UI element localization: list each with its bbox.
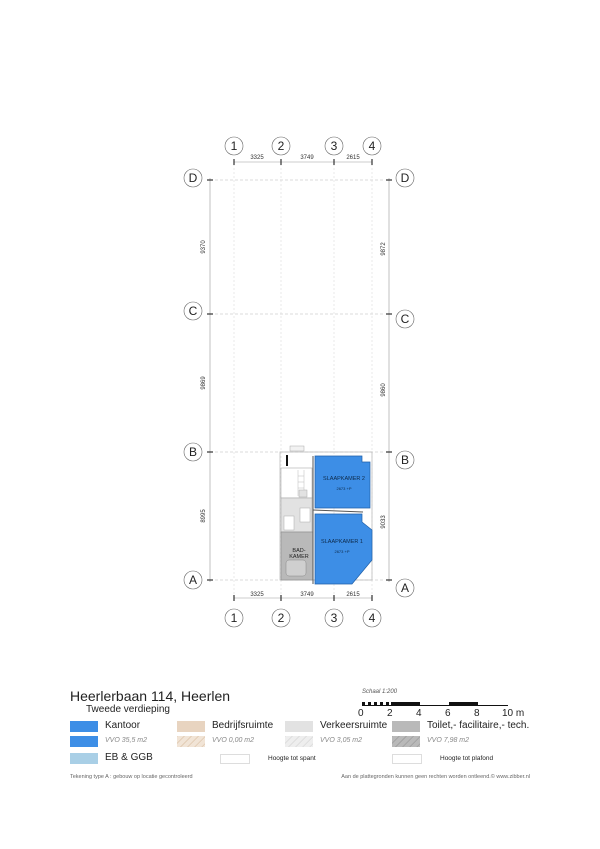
grid-col-2-bottom: 2 [277, 611, 285, 625]
legend-label-plafond: Hoogte tot plafond [440, 755, 494, 762]
grid-bubbles-bottom [225, 609, 381, 627]
scale-tick-4: 4 [416, 708, 422, 719]
dim-top-2: 3749 [300, 155, 314, 161]
dim-top-3: 2615 [346, 155, 360, 161]
scale-tick-8: 8 [474, 708, 480, 719]
bathroom-label-1: BAD- [292, 548, 306, 554]
legend-swatch-toilet [392, 721, 420, 732]
grid-col-1-bottom: 1 [230, 611, 238, 625]
legend-label-spant: Hoogte tot spant [268, 755, 316, 762]
legend-label-toilet: Toilet,- facilitaire,- tech. [427, 720, 530, 731]
dim-left-2: 9869 [201, 376, 207, 390]
grid-col-3-bottom: 3 [330, 611, 338, 625]
apartment [280, 446, 372, 584]
scale-bar [362, 702, 508, 708]
legend-swatch-verkeersruimte-vvo [285, 736, 313, 747]
legend-box-plafond [392, 754, 422, 764]
grid-col-4-bottom: 4 [368, 611, 376, 625]
bathroom-label-2: KAMER [289, 554, 309, 560]
dim-bottom-2: 3749 [300, 592, 314, 598]
scale-tick-2: 2 [387, 708, 393, 719]
grid-row-c-left: C [188, 304, 198, 318]
address-title: Heerlerbaan 114, Heerlen [70, 688, 231, 704]
legend-sub-kantoor: VVO 35,5 m2 [105, 737, 148, 744]
dim-right-1: 9872 [381, 242, 387, 256]
floor-subtitle: Tweede verdieping [86, 704, 170, 715]
legend-label-kantoor: Kantoor [105, 720, 141, 731]
footer-disclaimer: Aan de plattegronden kunnen geen rechten worden ontleend.© www.zibber.nl [341, 774, 530, 780]
grid-row-b-right: B [400, 453, 410, 467]
grid-row-b-left: B [188, 445, 198, 459]
legend-box-spant [220, 754, 250, 764]
bedroom-2 [315, 456, 370, 508]
legend-label-eb-ggb: EB & GGB [105, 752, 153, 763]
dim-left-3: 8995 [201, 509, 207, 523]
bedroom-1-label: SLAAPKAMER 1 [321, 539, 363, 545]
legend-sub-bedrijfsruimte: VVO 0,00 m2 [212, 737, 255, 744]
grid-row-a-left: A [188, 573, 198, 587]
legend-swatch-kantoor [70, 721, 98, 732]
dim-right-2: 9860 [381, 383, 387, 397]
grid-col-4-top: 4 [368, 139, 376, 153]
legend-swatch-bedrijfsruimte [177, 721, 205, 732]
legend-swatch-verkeersruimte [285, 721, 313, 732]
legend-swatch-eb-ggb [70, 753, 98, 764]
dim-right-3: 9033 [381, 515, 387, 529]
scale-tick-6: 6 [445, 708, 451, 719]
legend-swatch-kantoor-vvo [70, 736, 98, 747]
grid-bubbles-top [225, 137, 381, 155]
scale-label: Schaal 1:200 [362, 689, 398, 695]
dim-left-1: 9370 [201, 240, 207, 254]
grid-col-3-top: 3 [330, 139, 338, 153]
legend-swatch-bedrijfsruimte-vvo [177, 736, 205, 747]
dim-top-1: 3325 [250, 155, 264, 161]
grid-row-a-right: A [400, 581, 410, 595]
grid-row-c-right: C [400, 312, 410, 326]
grid-row-d-right: D [400, 171, 410, 185]
bedroom-2-height: 2673 +P [336, 486, 352, 491]
scale-tick-0: 0 [358, 708, 364, 719]
legend-sub-verkeersruimte: VVO 3,05 m2 [320, 737, 363, 744]
legend-label-verkeersruimte: Verkeersruimte [320, 720, 388, 731]
footer-drawing-type: Tekening type A : gebouw op locatie gecontroleerd [70, 774, 193, 780]
grid-bubbles-left [184, 169, 202, 589]
legend-swatch-toilet-vvo [392, 736, 420, 747]
grid-col-1-top: 1 [230, 139, 238, 153]
legend-label-bedrijfsruimte: Bedrijfsruimte [212, 720, 274, 731]
scale-tick-10: 10 m [502, 708, 525, 719]
grid-row-d-left: D [188, 171, 198, 185]
dim-bottom-3: 2615 [346, 592, 360, 598]
bedroom-2-label: SLAAPKAMER 2 [323, 476, 365, 482]
legend-sub-toilet: VVO 7,98 m2 [427, 737, 470, 744]
grid-col-2-top: 2 [277, 139, 285, 153]
dim-bottom-1: 3325 [250, 592, 264, 598]
bedroom-1-height: 2673 +P [334, 549, 350, 554]
stairwell [281, 468, 312, 498]
grid-bubbles-right [396, 169, 414, 597]
